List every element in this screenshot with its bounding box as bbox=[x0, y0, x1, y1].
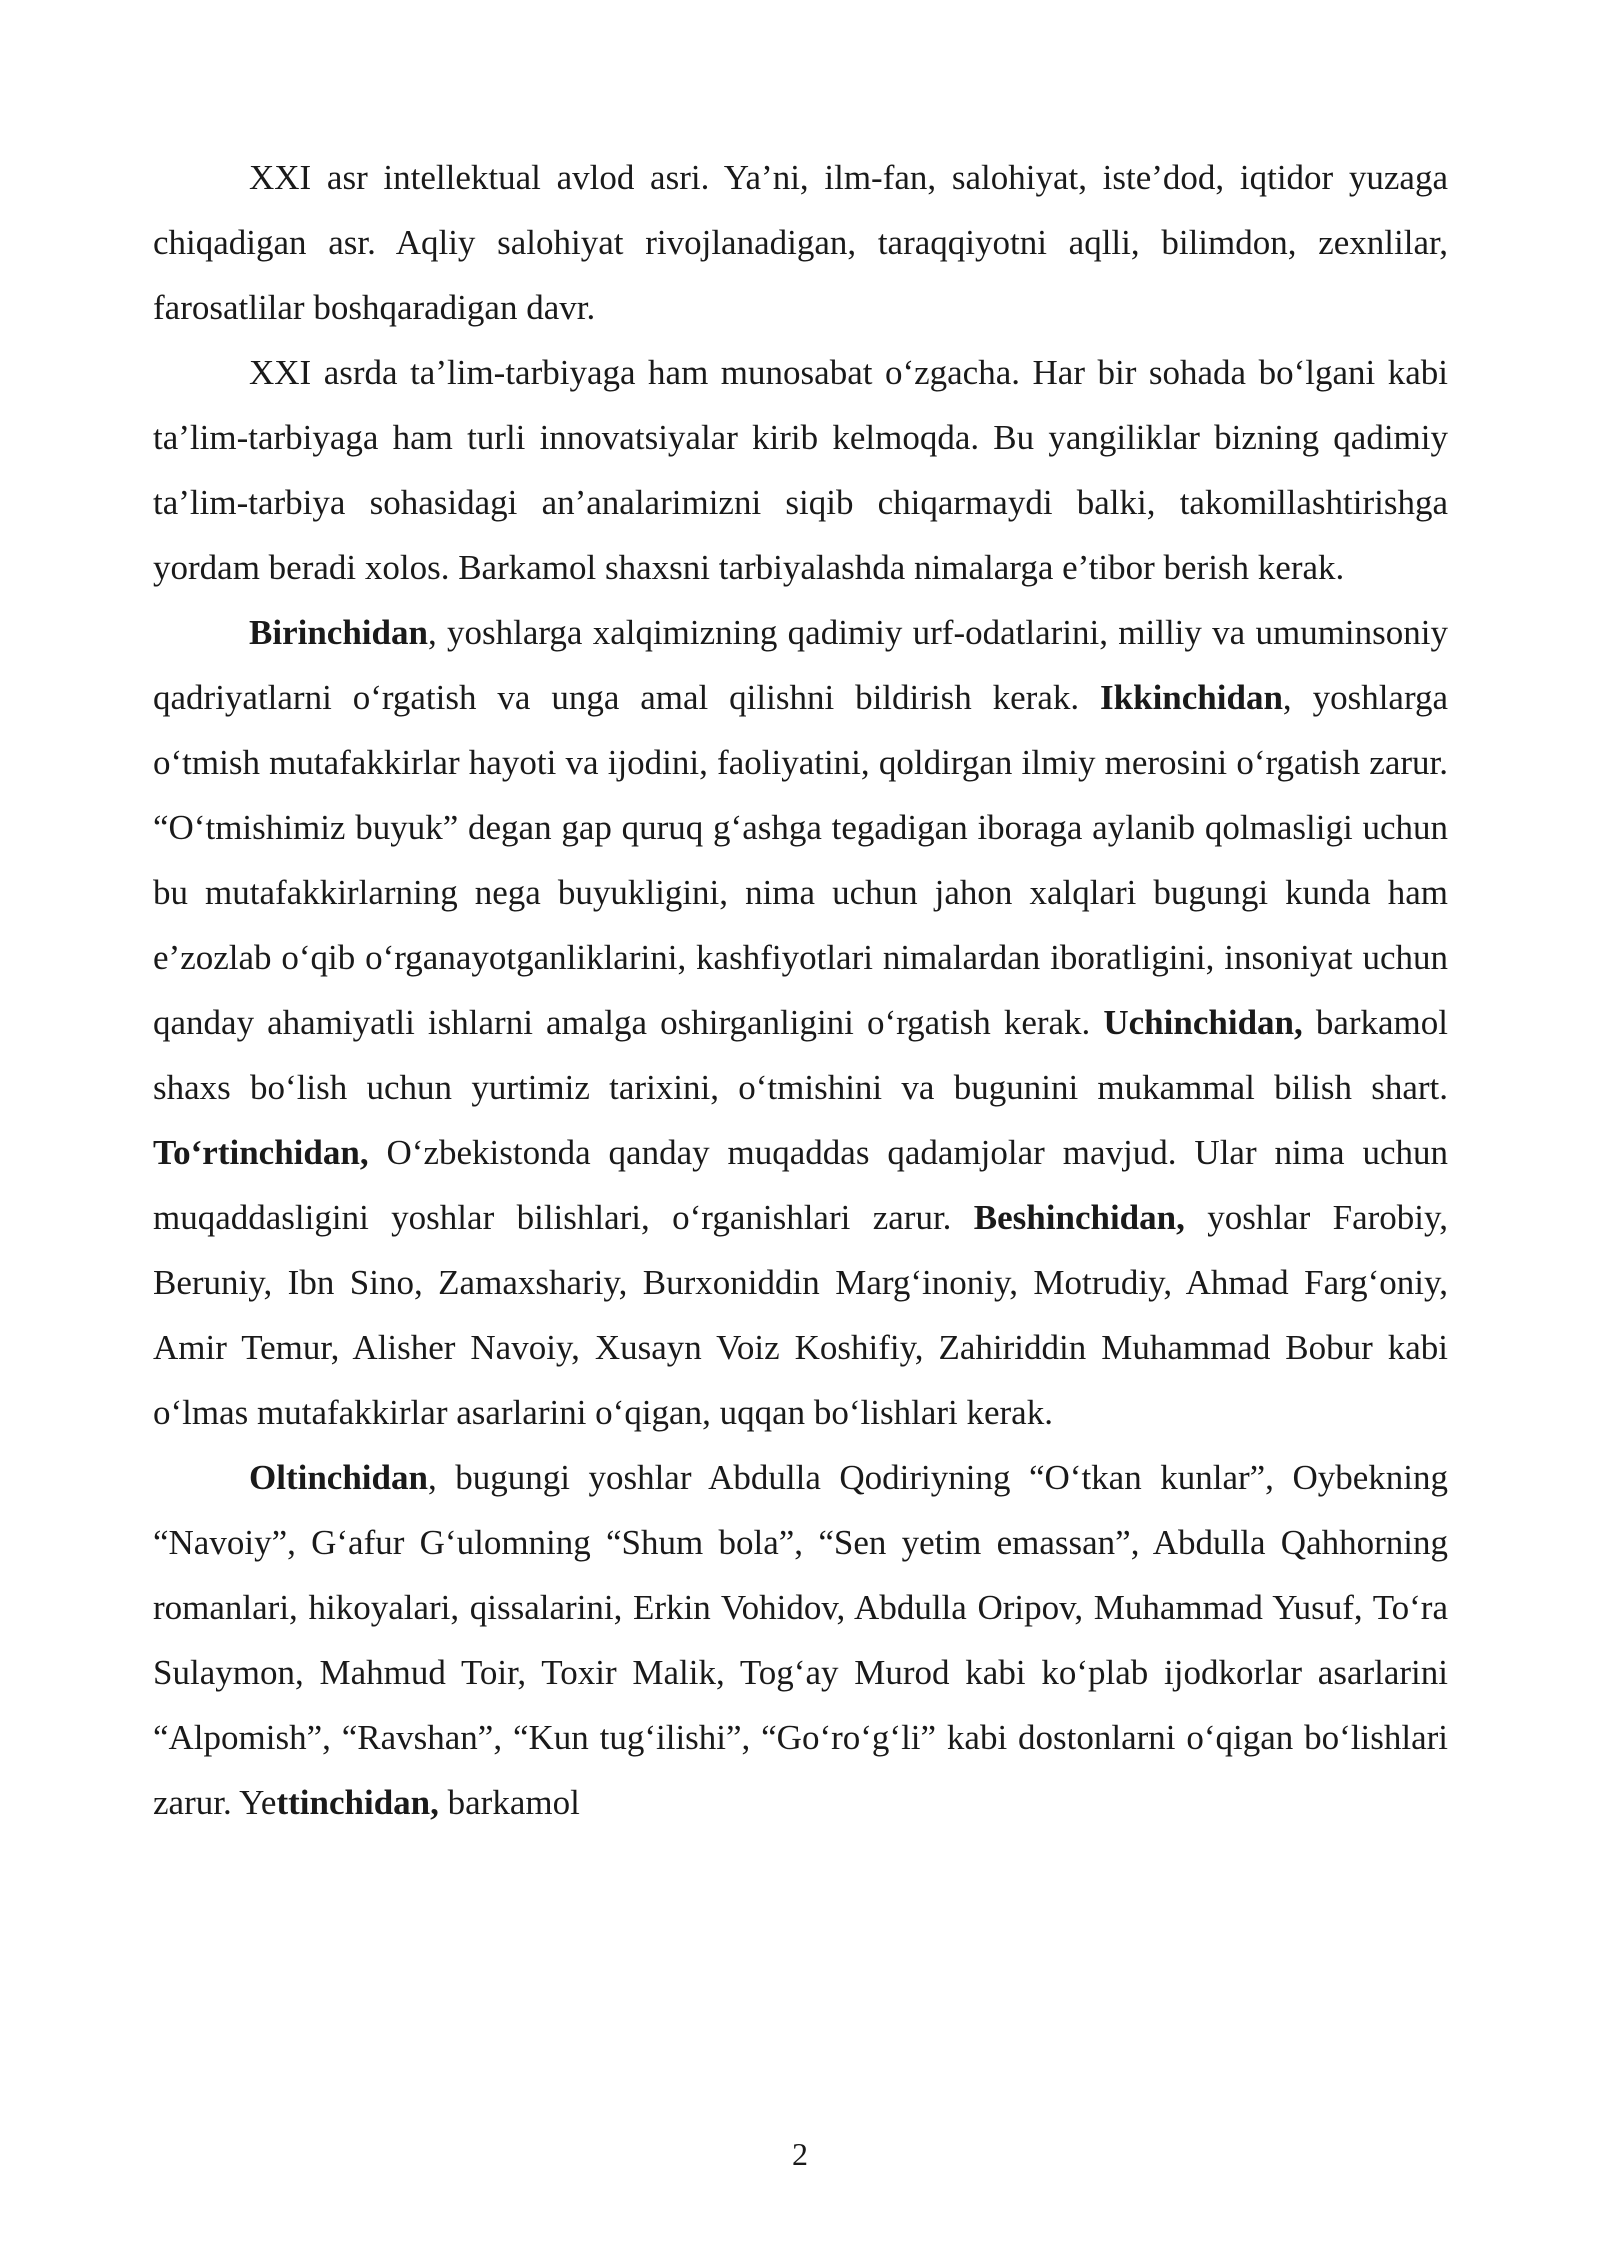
paragraph-1 bbox=[153, 145, 1448, 340]
paragraph-4-text-2: barkamol bbox=[438, 1783, 580, 1822]
paragraph-4 bbox=[153, 1445, 1448, 1835]
paragraph-2-text: XXI asrda ta’lim-tarbiyaga ham munosabat o‘zgacha. Har bir sohada bo‘lgani kabi ta’lim-tarbiyaga ham turli innovatsiyalar kirib kelmoqda. Bu yangiliklar bizning qadimiy ta’lim-tarbiya sohasidagi an’analarimizni siqib chiqarmaydi balki, takomillashtirishga yordam beradi xolos. Barkamol shaxsni tarbiyalashda nimalarga e’tibor berish kerak. bbox=[153, 353, 1448, 587]
bold-term-oltinchidan: Oltinchidan bbox=[249, 1458, 428, 1497]
paragraph-3-text-2: , yoshlarga o‘tmish mutafakkirlar hayoti va ijodini, faoliyatini, qoldirgan ilmiy merosini o‘rgatish zarur. “O‘tmishimiz buyuk” degan gap quruq g‘ashga tegadigan iboraga aylanib qolmasligi uchun bu mutafakkirlarning nega buyukligini, nima uchun jahon xalqlari bugungi kunda ham e’zozlab o‘qib o‘rganayotganliklarini, kashfiyotlari nimalardan iboratligini, insoniyat uchun qanday ahamiyatli ishlarni amalga oshirganligini o‘rgatish kerak. bbox=[153, 678, 1449, 1042]
bold-term-yettinchidan: ttinchidan, bbox=[276, 1783, 439, 1822]
paragraph-3-text-3: barkamol shaxs bo‘lish uchun yurtimiz tarixini, o‘tmishini va bugunini mukammal bilish shart. bbox=[153, 1003, 1448, 1107]
bold-term-uchinchidan: Uchinchidan, bbox=[1103, 1003, 1303, 1042]
document-body bbox=[153, 145, 1448, 1835]
bold-term-beshinchidan: Beshinchidan, bbox=[973, 1198, 1185, 1237]
paragraph-3-text-5: yoshlar Farobiy, Beruniy, Ibn Sino, Zamaxshariy, Burxoniddin Marg‘inoniy, Motrudiy, Ahmad Farg‘oniy, Amir Temur, Alisher Navoiy, Xusayn Voiz Koshifiy, Zahiriddin Muhammad Bobur kabi o‘lmas mutafakkirlar asarlarini o‘qigan, uqqan bo‘lishlari kerak. bbox=[153, 1198, 1448, 1432]
paragraph-1-text: XXI asr intellektual avlod asri. Ya’ni, ilm-fan, salohiyat, iste’dod, iqtidor yuzaga chiqadigan asr. Aqliy salohiyat rivojlanadigan, taraqqiyotni aqlli, bilimdon, zexnlilar, farosatlilar boshqaradigan davr. bbox=[153, 158, 1448, 327]
paragraph-4-text-1: , bugungi yoshlar Abdulla Qodiriyning “O‘tkan kunlar”, Oybekning “Navoiy”, G‘afur G‘ulomning “Shum bola”, “Sen yetim emassan”, Abdulla Qahhorning romanlari, hikoyalari, qissalarini, Erkin Vohidov, Abdulla Oripov, Muhammad Yusuf, To‘ra Sulaymon, Mahmud Toir, Toxir Malik, Tog‘ay Murod kabi ko‘plab ijodkorlar asarlarini “Alpomish”, “Ravshan”, “Kun tug‘ilishi”, “Go‘ro‘g‘li” kabi dostonlarni o‘qigan bo‘lishlari zarur. Ye bbox=[153, 1458, 1448, 1822]
paragraph-2 bbox=[153, 340, 1448, 600]
paragraph-3-text-1: , yoshlarga xalqimizning qadimiy urf-odatlarini, milliy va umuminsoniy qadriyatlarni o‘rgatish va unga amal qilishni bildirish kerak. bbox=[153, 613, 1448, 717]
paragraph-3-text-4: O‘zbekistonda qanday muqaddas qadamjolar mavjud. Ular nima uchun muqaddasligini yoshlar bilishlari, o‘rganishlari zarur. bbox=[153, 1133, 1448, 1237]
page-number: 2 bbox=[792, 2136, 808, 2172]
bold-term-birinchidan: Birinchidan bbox=[249, 613, 428, 652]
paragraph-3 bbox=[153, 600, 1448, 1445]
bold-term-ikkinchidan: Ikkinchidan bbox=[1100, 678, 1283, 717]
bold-term-tortinchidan: To‘rtinchidan, bbox=[153, 1133, 369, 1172]
